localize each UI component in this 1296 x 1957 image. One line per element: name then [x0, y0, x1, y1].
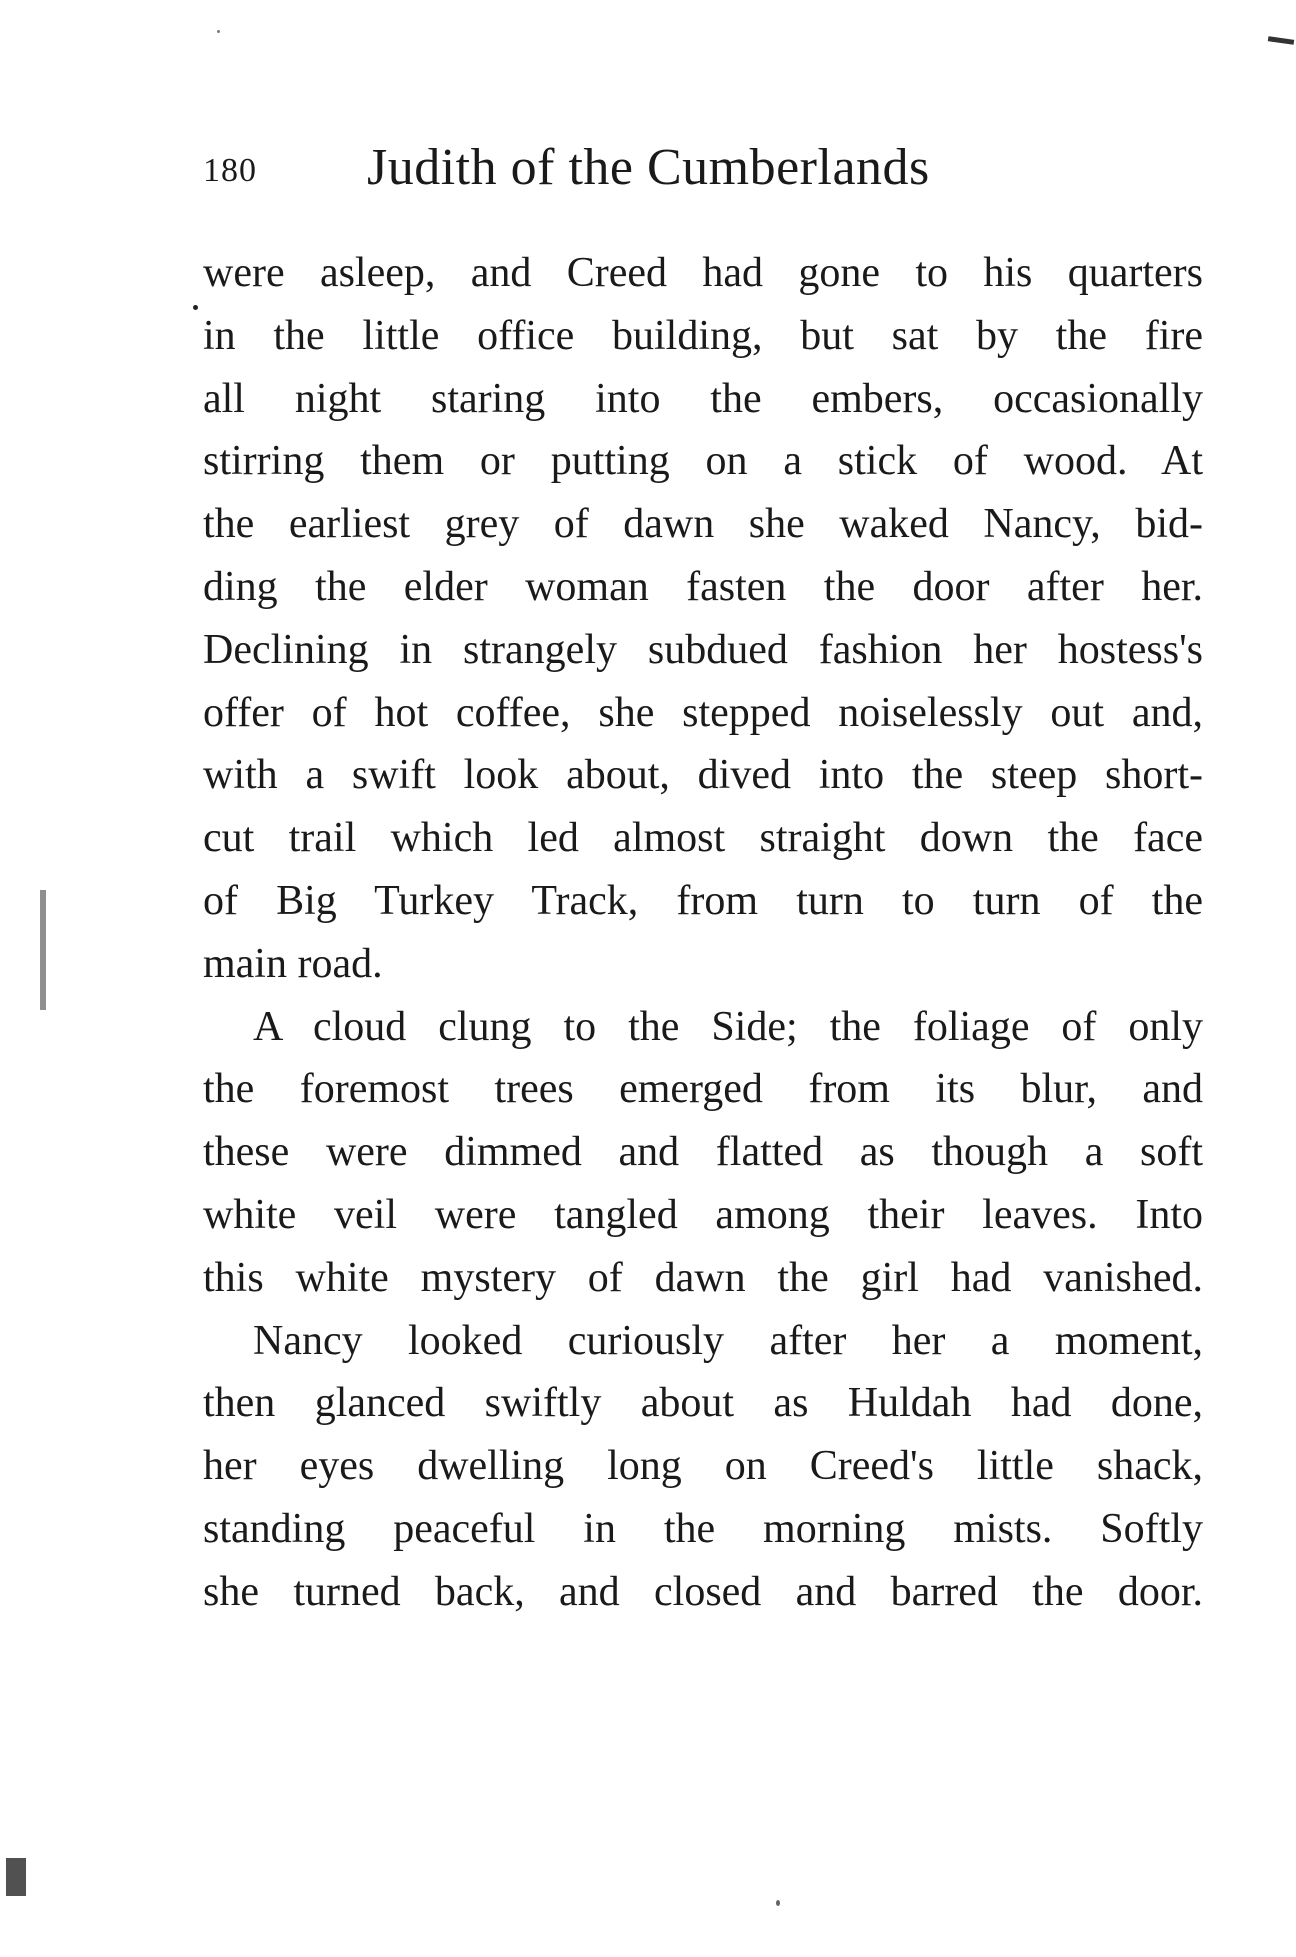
scan-artifact-top-right: [1268, 36, 1294, 45]
page-number: 180: [203, 152, 257, 189]
text-line: the foremost trees emerged from its blur, and: [203, 1066, 1203, 1113]
paragraph-2: [203, 996, 1203, 1310]
paragraph-1: [203, 242, 1203, 996]
book-title: Judith of the Cumberlands: [367, 139, 930, 196]
text-line: her eyes dwelling long on Creed's little shack,: [203, 1443, 1203, 1490]
text-line: of Big Turkey Track, from turn to turn of the: [203, 877, 1203, 924]
text-line: all night staring into the embers, occasionally: [203, 375, 1203, 422]
text-line: this white mystery of dawn the girl had vanished.: [203, 1254, 1203, 1301]
text-line: Nancy looked curiously after her a moment,: [253, 1317, 1203, 1364]
text-line: then glanced swiftly about as Huldah had done,: [203, 1380, 1203, 1427]
paragraph-3: [203, 1310, 1203, 1624]
scan-speck: [193, 305, 198, 310]
text-line: ding the elder woman fasten the door after her.: [203, 563, 1203, 610]
text-line: standing peaceful in the morning mists. Softly: [203, 1505, 1203, 1552]
text-line: the earliest grey of dawn she waked Nancy, bid-: [203, 501, 1203, 548]
scan-speck: [217, 30, 220, 33]
scan-speck: [776, 1900, 780, 1906]
text-line: in the little office building, but sat by the fire: [203, 312, 1203, 359]
text-line: A cloud clung to the Side; the foliage of only: [253, 1003, 1203, 1050]
scan-artifact-left-margin: [40, 890, 46, 1010]
text-line: cut trail which led almost straight down the face: [203, 815, 1203, 862]
text-line: with a swift look about, dived into the steep short-: [203, 752, 1203, 799]
running-head: [203, 138, 1083, 218]
text-line: white veil were tangled among their leaves. Into: [203, 1191, 1203, 1238]
text-line: offer of hot coffee, she stepped noiselessly out and,: [203, 689, 1203, 736]
text-line: were asleep, and Creed had gone to his quarters: [203, 250, 1203, 296]
text-line: Declining in strangely subdued fashion her hostess's: [203, 626, 1203, 673]
text-line: these were dimmed and flatted as though a soft: [203, 1129, 1203, 1176]
body-text: [203, 242, 1203, 1624]
text-line: stirring them or putting on a stick of wood. At: [203, 438, 1203, 485]
text-line: main road.: [203, 940, 383, 987]
scan-artifact-bottom-left: [6, 1858, 26, 1896]
text-line: she turned back, and closed and barred the door.: [203, 1568, 1203, 1615]
